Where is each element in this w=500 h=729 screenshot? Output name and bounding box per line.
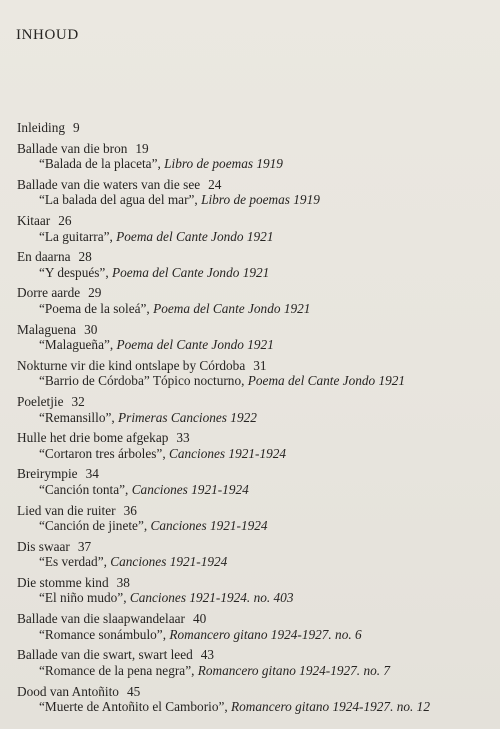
table-of-contents	[17, 120, 489, 720]
toc-entry-title: En daarna	[17, 249, 71, 265]
toc-entry-original	[17, 554, 483, 570]
toc-entry-source: Poema del Cante Jondo 1921	[247, 373, 406, 389]
toc-entry-original	[17, 699, 483, 715]
toc-entry-original	[17, 337, 483, 353]
toc-entry-original-title: “Y después”,	[39, 264, 112, 280]
toc-entry-page: 40	[192, 611, 207, 627]
toc-entry-page: 43	[200, 647, 215, 663]
toc-entry-original-title: “Canción de jinete”,	[39, 518, 151, 534]
toc-entry-title: Ballade van die waters van die see	[17, 176, 201, 192]
toc-entry-title: Nokturne vir die kind ontslape by Córdoba	[17, 357, 246, 373]
toc-entry-original-title: “Poema de la soleá”,	[39, 300, 154, 316]
toc-entry	[17, 358, 489, 389]
toc-entry-original	[17, 229, 483, 245]
toc-entry-title-line	[17, 120, 489, 136]
toc-entry-page: 33	[176, 430, 190, 446]
toc-entry-title-line	[17, 322, 489, 338]
toc-entry-title: Kitaar	[17, 213, 51, 229]
toc-entry-source: Poema del Cante Jondo 1921	[111, 264, 270, 280]
page-title: INHOUD	[16, 27, 79, 43]
toc-entry-original-title: “Canción tonta”,	[39, 481, 132, 497]
toc-entry-source: Poema del Cante Jondo 1921	[116, 228, 274, 244]
toc-entry	[17, 394, 489, 425]
toc-entry-title: Dood van Antoñito	[17, 683, 119, 699]
toc-entry-title: Inleiding	[17, 120, 66, 135]
toc-entry-title: Ballade van die swart, swart leed	[17, 647, 193, 663]
toc-entry-title: Ballade van die slaapwandelaar	[17, 611, 185, 627]
toc-entry	[17, 539, 489, 570]
toc-entry	[17, 249, 489, 280]
toc-entry-title-line	[17, 539, 489, 555]
toc-entry	[17, 575, 489, 606]
toc-entry-title-line	[17, 684, 489, 700]
toc-entry-original-title: “Es verdad”,	[39, 554, 111, 570]
toc-entry-title-line	[17, 430, 489, 446]
toc-entry	[17, 430, 489, 461]
toc-entry	[17, 647, 489, 678]
toc-entry-source: Poema del Cante Jondo 1921	[153, 300, 311, 316]
toc-entry-page: 24	[208, 176, 222, 192]
toc-entry-title: Malaguena	[17, 321, 77, 337]
toc-entry-page: 45	[126, 683, 141, 699]
toc-entry-source: Libro de poemas 1919	[164, 156, 283, 172]
toc-entry-page: 30	[84, 321, 98, 337]
toc-entry-page: 31	[253, 357, 267, 373]
toc-entry	[17, 141, 489, 172]
toc-entry-original	[17, 446, 483, 462]
toc-entry-title-line	[17, 575, 489, 591]
toc-entry-page: 37	[77, 538, 92, 554]
toc-entry	[17, 213, 489, 244]
toc-entry-page: 26	[58, 213, 72, 229]
toc-entry-source: Romancero gitano 1924-1927. no. 12	[231, 699, 430, 714]
toc-entry-title-line	[17, 466, 489, 482]
toc-entry-page: 29	[88, 285, 102, 301]
toc-entry-title-line	[17, 177, 489, 193]
toc-entry-original-title: “Muerte de Antoñito el Camborio”,	[39, 699, 232, 714]
toc-entry	[17, 177, 489, 208]
toc-entry-title: Dorre aarde	[17, 285, 81, 301]
toc-entry-title-line	[17, 394, 489, 410]
toc-entry-title: Poeletjie	[17, 394, 64, 409]
toc-entry-source: Primeras Canciones 1922	[118, 409, 257, 425]
toc-entry-title-line	[17, 503, 489, 519]
toc-entry-title-line	[17, 249, 489, 265]
toc-entry-source: Canciones 1921-1924	[168, 445, 287, 461]
toc-entry-page: 34	[85, 466, 99, 482]
toc-entry-page: 32	[71, 394, 85, 409]
toc-entry	[17, 611, 489, 642]
toc-entry-original-title: “Barrio de Córdoba” Tópico nocturno,	[39, 373, 248, 389]
toc-entry	[17, 322, 489, 353]
toc-entry-original-title: “Cortaron tres árboles”,	[39, 445, 169, 461]
toc-entry-source: Romancero gitano 1924-1927. no. 7	[197, 662, 391, 678]
toc-entry-title: Die stomme kind	[17, 574, 109, 590]
toc-entry-original	[17, 663, 483, 679]
toc-entry-original	[17, 518, 483, 534]
toc-entry-title: Ballade van die bron	[17, 140, 128, 156]
toc-entry-source: Libro de poemas 1919	[201, 192, 320, 208]
toc-entry-page: 36	[123, 502, 137, 518]
toc-entry-title-line	[17, 611, 489, 627]
toc-entry-title: Hulle het drie bome afgekap	[17, 430, 169, 446]
toc-entry-original	[17, 482, 483, 498]
toc-entry-page: 28	[78, 249, 92, 265]
toc-entry-title-line	[17, 141, 489, 157]
toc-entry-source: Canciones 1921-1924	[131, 481, 249, 497]
toc-entry-original-title: “La guitarra”,	[39, 228, 117, 244]
toc-entry-original-title: “Romance sonámbulo”,	[39, 626, 170, 642]
toc-entry-original-title: “Malagueña”,	[39, 337, 117, 353]
toc-entry-original	[17, 192, 483, 208]
toc-entry-original-title: “El niño mudo”,	[39, 590, 130, 606]
toc-entry-title-line	[17, 647, 489, 663]
toc-entry-original	[17, 627, 483, 643]
toc-entry-original	[17, 301, 483, 317]
toc-entry-title-line	[17, 358, 489, 374]
toc-entry-source: Canciones 1921-1924. no. 403	[129, 590, 294, 606]
toc-entry-source: Canciones 1921-1924	[110, 554, 228, 570]
toc-entry-original	[17, 373, 483, 389]
toc-entry-page: 9	[73, 120, 80, 135]
toc-entry-original	[17, 265, 483, 281]
toc-entry-title: Lied van die ruiter	[17, 502, 116, 518]
toc-entry-page: 19	[135, 140, 149, 156]
toc-entry	[17, 466, 489, 497]
toc-entry-original	[17, 590, 483, 606]
toc-entry-source: Canciones 1921-1924	[150, 518, 268, 534]
toc-entry	[17, 503, 489, 534]
toc-entry	[17, 684, 489, 715]
toc-entry-original-title: “Romance de la pena negra”,	[39, 662, 198, 678]
toc-entry-title-line	[17, 213, 489, 229]
toc-entry-original-title: “La balada del agua del mar”,	[39, 192, 202, 208]
toc-entry-original-title: “Balada de la placeta”,	[39, 156, 165, 172]
toc-entry-original	[17, 410, 483, 426]
toc-entry-title: Breirympie	[17, 466, 78, 482]
toc-entry-page: 38	[116, 574, 130, 590]
toc-entry-original	[17, 156, 483, 172]
toc-entry-title-line	[17, 285, 489, 301]
toc-entry-title: Dis swaar	[17, 538, 70, 554]
toc-entry-original-title: “Remansillo”,	[39, 409, 119, 425]
toc-entry	[17, 285, 489, 316]
toc-entry-source: Romancero gitano 1924-1927. no. 6	[169, 626, 362, 642]
toc-entry-source: Poema del Cante Jondo 1921	[116, 337, 274, 353]
toc-entry	[17, 120, 489, 136]
